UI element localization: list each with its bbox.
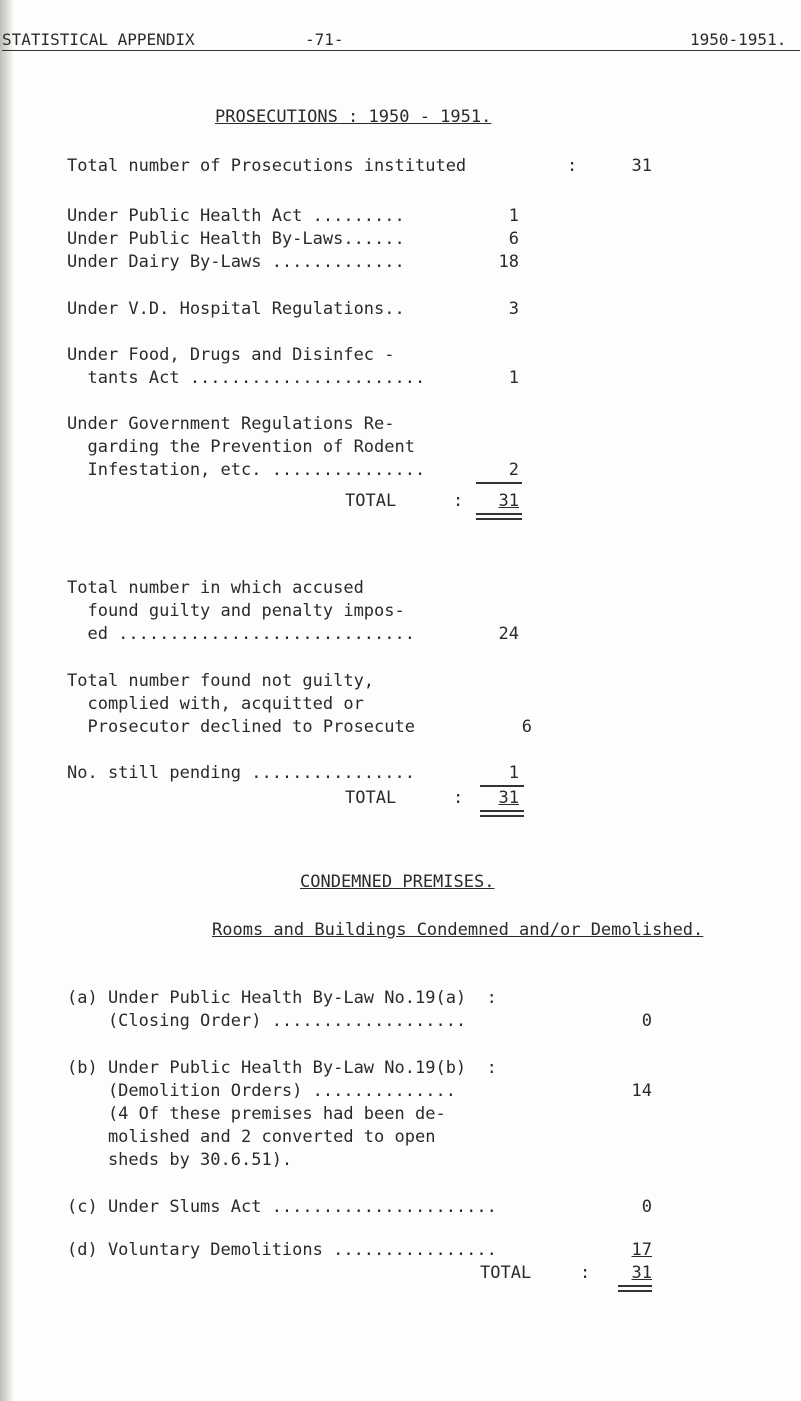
total-instituted-label: Total number of Prosecutions instituted bbox=[67, 156, 467, 176]
outcome-not-guilty-line1: Total number found not guilty, bbox=[67, 671, 375, 691]
outcome-total-value: 31 bbox=[498, 788, 519, 808]
item-public-health-bylaws: Under Public Health By-Laws...... bbox=[67, 229, 405, 249]
item-public-health-act-value: 1 bbox=[508, 206, 519, 226]
prosecutions-title: PROSECUTIONS : 1950 - 1951. bbox=[215, 107, 492, 127]
outcome-guilty-value: 24 bbox=[498, 624, 519, 644]
condemned-d-label: (d) Voluntary Demolitions ................ bbox=[67, 1240, 497, 1260]
outcome-not-guilty-line3: Prosecutor declined to Prosecute bbox=[67, 717, 415, 737]
header-rule bbox=[2, 50, 800, 51]
condemned-b-value: 14 bbox=[631, 1081, 652, 1101]
prosecutions-total-label: TOTAL bbox=[345, 491, 397, 511]
item-vd-hospital: Under V.D. Hospital Regulations.. bbox=[67, 299, 405, 319]
condemned-total-sep: : bbox=[580, 1263, 591, 1283]
outcome-pending-value: 1 bbox=[508, 763, 519, 783]
condemned-c-label: (c) Under Slums Act ...................... bbox=[67, 1197, 497, 1217]
page-number: -71- bbox=[305, 30, 344, 49]
condemned-b-line1: (b) Under Public Health By-Law No.19(b) : bbox=[67, 1058, 497, 1078]
condemned-title: CONDEMNED PREMISES. bbox=[300, 872, 495, 892]
condemned-total-value: 31 bbox=[631, 1263, 652, 1283]
outcome-guilty-line1: Total number in which accused bbox=[67, 578, 364, 598]
condemned-b-line2: (Demolition Orders) .............. bbox=[67, 1081, 456, 1101]
condemned-a-value: 0 bbox=[641, 1011, 652, 1031]
prosecutions-total-value: 31 bbox=[498, 491, 519, 511]
total-double-rule bbox=[476, 513, 522, 520]
condemned-total-double-rule bbox=[618, 1285, 652, 1292]
condemned-b-line5: sheds by 30.6.51). bbox=[67, 1150, 293, 1170]
outcome-total-double-rule bbox=[480, 810, 524, 817]
item-dairy-bylaws-value: 18 bbox=[498, 252, 519, 272]
item-rodent-line2: garding the Prevention of Rodent bbox=[67, 437, 415, 457]
condemned-b-line3: (4 Of these premises had been de- bbox=[67, 1104, 446, 1124]
item-public-health-bylaws-value: 6 bbox=[508, 229, 519, 249]
outcome-guilty-line2: found guilty and penalty impos- bbox=[67, 601, 405, 621]
condemned-a-line2: (Closing Order) ................... bbox=[67, 1011, 467, 1031]
item-food-drugs-value: 1 bbox=[508, 368, 519, 388]
item-rodent-value: 2 bbox=[508, 460, 519, 480]
subtotal-rule bbox=[476, 482, 522, 484]
condemned-c-value: 0 bbox=[641, 1197, 652, 1217]
item-dairy-bylaws: Under Dairy By-Laws ............. bbox=[67, 252, 405, 272]
pending-rule bbox=[480, 785, 524, 787]
condemned-a-line1: (a) Under Public Health By-Law No.19(a) : bbox=[67, 988, 497, 1008]
header-right: 1950-1951. bbox=[690, 30, 787, 49]
item-vd-hospital-value: 3 bbox=[508, 299, 519, 319]
page-shadow-edge bbox=[0, 0, 14, 1401]
condemned-total-label: TOTAL bbox=[480, 1263, 532, 1283]
outcome-guilty-line3: ed ............................. bbox=[67, 624, 415, 644]
item-rodent-line1: Under Government Regulations Re- bbox=[67, 414, 395, 434]
item-food-drugs-line1: Under Food, Drugs and Disinfec - bbox=[67, 345, 395, 365]
outcome-not-guilty-line2: complied with, acquitted or bbox=[67, 694, 364, 714]
total-instituted-sep: : bbox=[567, 156, 578, 176]
prosecutions-total-sep: : bbox=[453, 491, 464, 511]
condemned-d-value: 17 bbox=[631, 1240, 652, 1260]
item-food-drugs-line2: tants Act ....................... bbox=[67, 368, 426, 388]
item-public-health-act: Under Public Health Act ......... bbox=[67, 206, 405, 226]
outcome-not-guilty-value: 6 bbox=[521, 717, 532, 737]
condemned-subtitle: Rooms and Buildings Condemned and/or Demolished. bbox=[212, 920, 704, 940]
outcome-pending-label: No. still pending ................ bbox=[67, 763, 415, 783]
total-instituted-value: 31 bbox=[631, 156, 652, 176]
outcome-total-label: TOTAL bbox=[345, 788, 397, 808]
item-rodent-line3: Infestation, etc. ............... bbox=[67, 460, 426, 480]
outcome-total-sep: : bbox=[453, 788, 464, 808]
condemned-b-line4: molished and 2 converted to open bbox=[67, 1127, 436, 1147]
header-left: STATISTICAL APPENDIX bbox=[2, 30, 195, 49]
